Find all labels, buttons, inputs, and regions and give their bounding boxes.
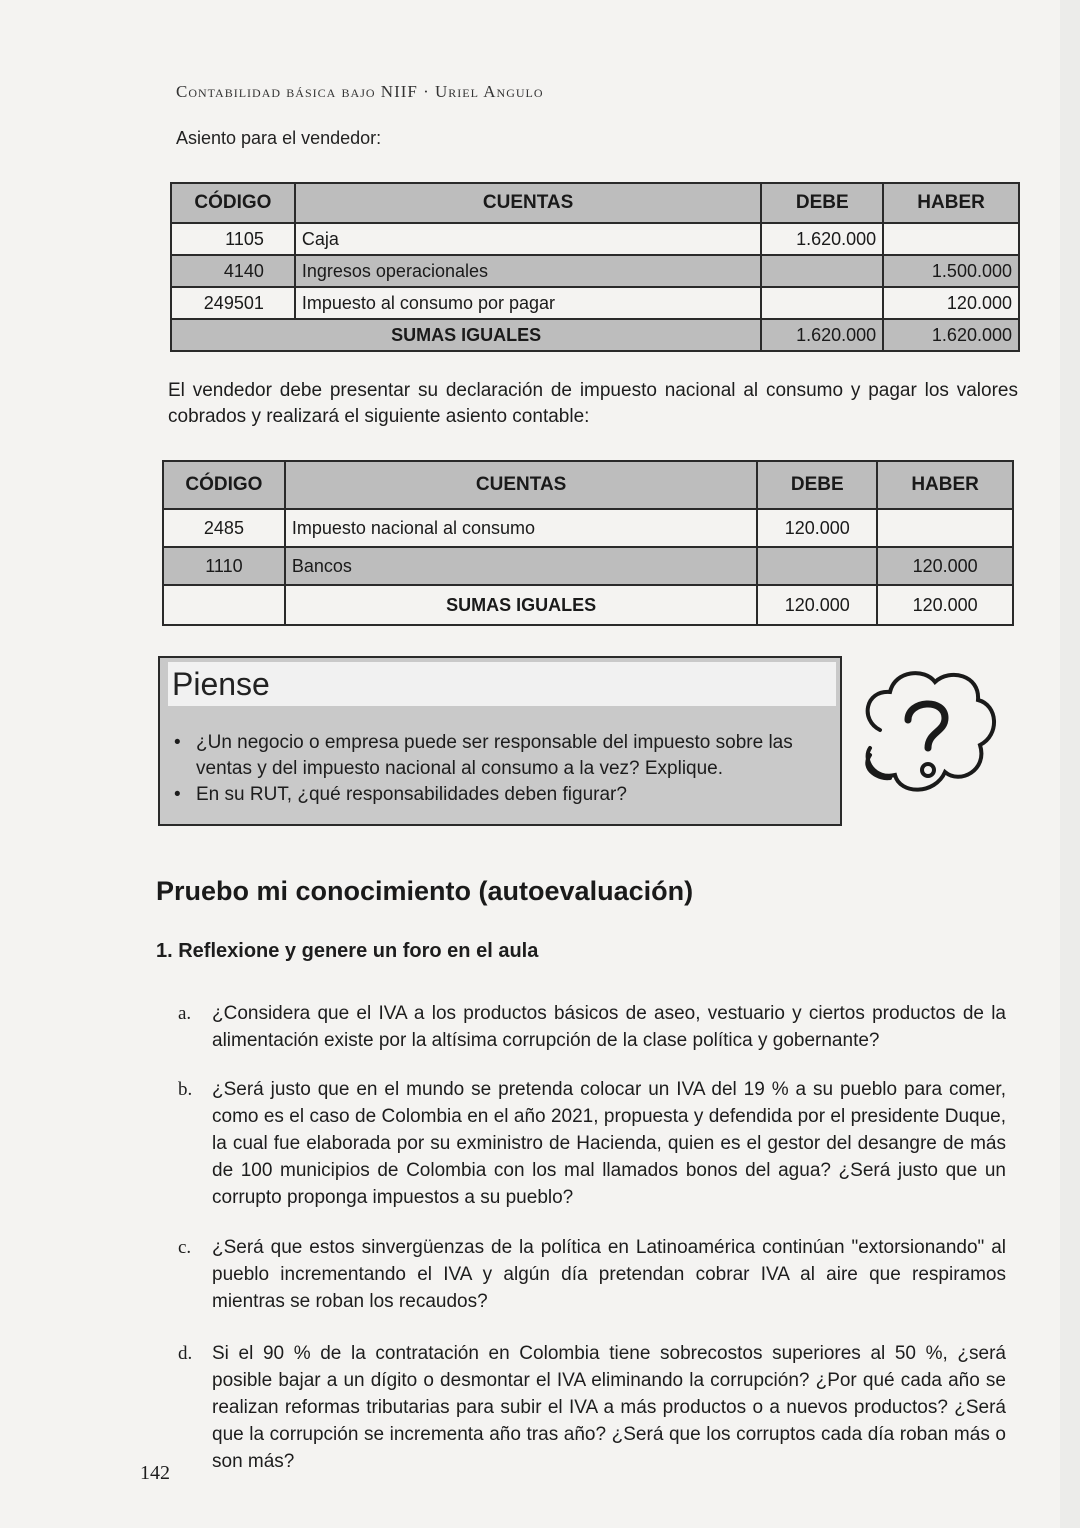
- row-account: Ingresos operacionales: [295, 255, 761, 287]
- seller-entry-label: Asiento para el vendedor:: [176, 128, 382, 148]
- question-letter: d.: [178, 1343, 193, 1364]
- question-letter: b.: [178, 1079, 193, 1100]
- totals-row: [163, 585, 1013, 625]
- section-title: Pruebo mi conocimiento (autoevaluación): [156, 876, 694, 906]
- row-account: Impuesto al consumo por pagar: [295, 287, 761, 319]
- col-header-accounts: CUENTAS: [285, 461, 758, 509]
- row-code: 2485: [163, 509, 285, 547]
- table-row: [171, 255, 1019, 287]
- question-letter: a.: [178, 1003, 192, 1024]
- question-a: [178, 1000, 1006, 1054]
- row-account: Bancos: [285, 547, 758, 585]
- question-d: [178, 1340, 1006, 1475]
- thought-bubble-question-icon: [850, 660, 1000, 810]
- row-credit: 120.000: [877, 547, 1013, 585]
- col-header-code: CÓDIGO: [163, 461, 285, 509]
- col-header-accounts: CUENTAS: [295, 183, 761, 223]
- row-code: 249501: [171, 287, 295, 319]
- row-debit: 1.620.000: [761, 223, 883, 255]
- think-list: [174, 730, 834, 808]
- row-debit: 120.000: [757, 509, 877, 547]
- question-text: ¿Será que estos sinvergüenzas de la política en Latinoamérica continúan "extorsionando" al pueblo incrementando el IVA y algún día pretendan cobrar IVA al aire que respiramos mientras se roban los recaudos?: [212, 1237, 1006, 1312]
- table-row: [163, 547, 1013, 585]
- row-code: 1110: [163, 547, 285, 585]
- think-box: [158, 656, 842, 826]
- question-text: ¿Considera que el IVA a los productos básicos de aseo, vestuario y ciertos productos de la alimentación existe por la altísima corrupción de la clase política y gobernante?: [212, 1003, 1006, 1051]
- totals-credit: 1.620.000: [883, 319, 1019, 351]
- question-c: [178, 1234, 1006, 1315]
- row-credit: 120.000: [883, 287, 1019, 319]
- row-account: Caja: [295, 223, 761, 255]
- totals-debit: 120.000: [757, 585, 877, 625]
- list-item: • En su RUT, ¿qué responsabilidades deben figurar?: [174, 782, 834, 808]
- row-credit: 1.500.000: [883, 255, 1019, 287]
- question-text: ¿Será justo que en el mundo se pretenda colocar un IVA del 19 % a su pueblo para comer, como es el caso de Colombia en el año 2021, propuesta y defendida por el presidente Duque, la cual fue elaborada por su exministro de Hacienda, quien es el gestor del desangre de más de 100 municipios de Colombia con los mal llamados bonos del agua? ¿Será justo que un corrupto proponga impuestos a su pueblo?: [212, 1079, 1006, 1208]
- table-row: [163, 509, 1013, 547]
- question-text: Si el 90 % de la contratación en Colombia tiene sobrecostos superiores al 50 %, ¿será posible bajar a un dígito o desmontar el IVA eliminando la corrupción? ¿Por qué cada año se realizan reformas tributarias para subir el IVA a más productos o a nuevos productos? ¿Será que la corrupción se incrementa año tras año? ¿Será que los corruptos cada día roban más o son más?: [212, 1343, 1006, 1472]
- row-debit: [761, 287, 883, 319]
- col-header-debit: DEBE: [761, 183, 883, 223]
- totals-label: SUMAS IGUALES: [171, 319, 761, 351]
- think-title: Piense: [168, 662, 836, 706]
- totals-debit: 1.620.000: [761, 319, 883, 351]
- row-debit: [761, 255, 883, 287]
- totals-empty-cell: [163, 585, 285, 625]
- row-credit: [877, 509, 1013, 547]
- col-header-debit: DEBE: [757, 461, 877, 509]
- question-letter: c.: [178, 1237, 192, 1258]
- col-header-credit: HABER: [877, 461, 1013, 509]
- payment-journal-table: [162, 460, 1014, 626]
- col-header-credit: HABER: [883, 183, 1019, 223]
- question-b: [178, 1076, 1006, 1211]
- row-code: 1105: [171, 223, 295, 255]
- running-header: Contabilidad básica bajo NIIF · Uriel Angulo: [176, 82, 544, 101]
- totals-row: [171, 319, 1019, 351]
- row-account: Impuesto nacional al consumo: [285, 509, 758, 547]
- seller-journal-table: [170, 182, 1020, 352]
- col-header-code: CÓDIGO: [171, 183, 295, 223]
- row-code: 4140: [171, 255, 295, 287]
- table-row: [171, 287, 1019, 319]
- page-number: 142: [140, 1462, 170, 1484]
- subheading: 1. Reflexione y genere un foro en el aula: [156, 940, 539, 962]
- row-credit: [883, 223, 1019, 255]
- row-debit: [757, 547, 877, 585]
- table-row: [171, 223, 1019, 255]
- intro-paragraph: El vendedor debe presentar su declaración de impuesto nacional al consumo y pagar los valores cobrados y realizará el siguiente asiento contable:: [168, 380, 1018, 427]
- totals-label: SUMAS IGUALES: [285, 585, 758, 625]
- totals-credit: 120.000: [877, 585, 1013, 625]
- list-item: • ¿Un negocio o empresa puede ser responsable del impuesto sobre las ventas y del impuesto nacional al consumo a la vez? Explique.: [174, 730, 834, 782]
